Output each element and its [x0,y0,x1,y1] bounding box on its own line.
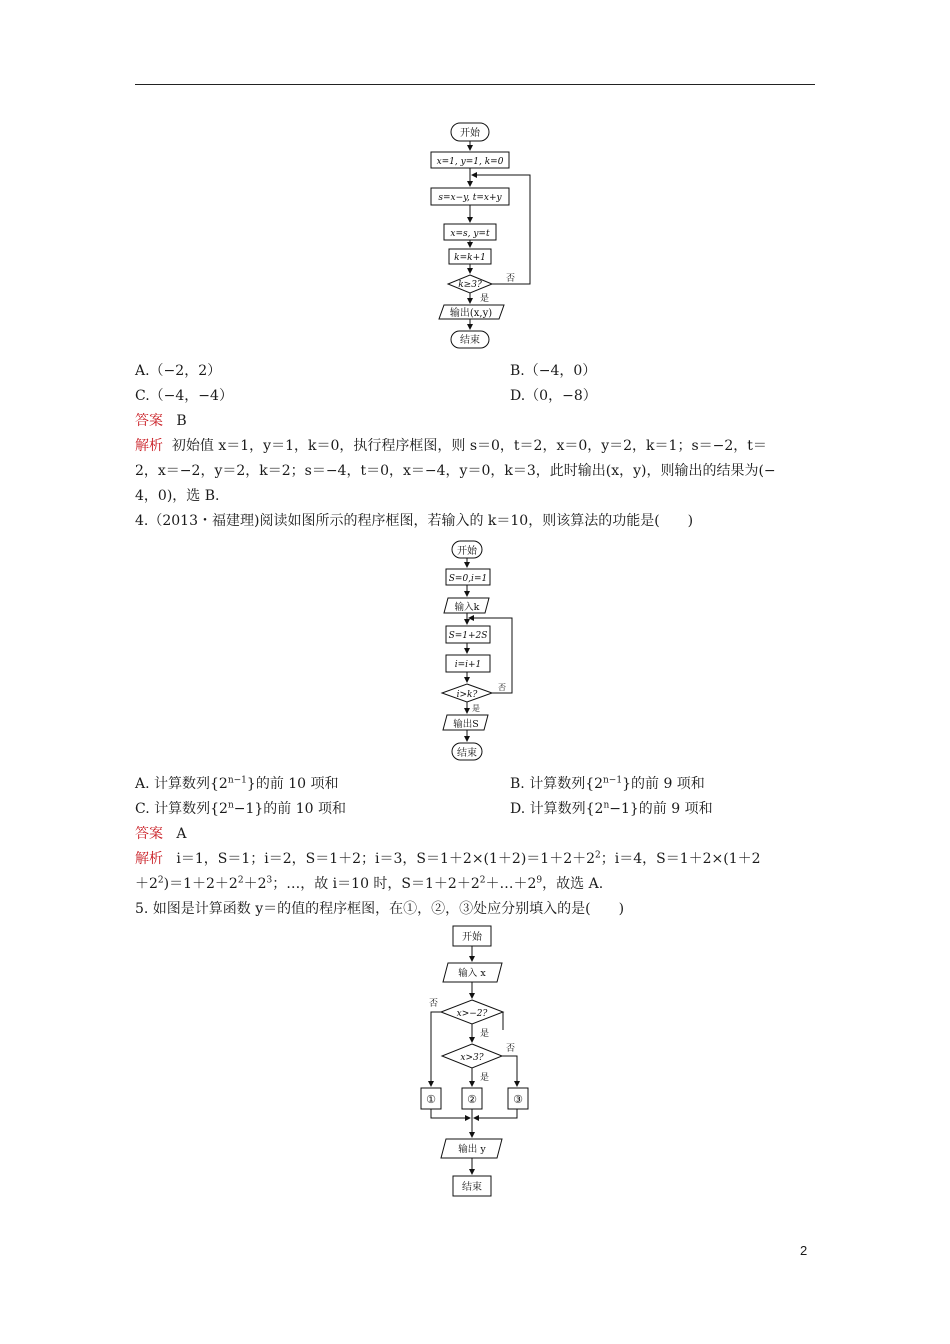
fc2-init: S=0,i=1 [448,574,488,584]
q3-answer-label: 答案 [135,413,163,429]
q4-analysis-text2d: ；…，故 i＝10 时，S＝1＋2＋2 [272,876,480,892]
q4-option-c-sup: n [227,800,234,811]
q4-option-b [510,775,705,793]
fc2-no: 否 [498,683,506,692]
flowchart-q4 [430,538,530,770]
q4-answer-label: 答案 [135,826,163,842]
fc3-start: 开始 [462,932,482,943]
q4-answer: A [176,826,187,842]
q4-answer-line [135,825,186,843]
fc3-yes2: 是 [480,1073,490,1083]
q3-analysis-line2: 2，x＝−2，y＝2，k＝2；s＝−4，t＝0，x＝−4，y＝0，k＝3，此时输出(x，y)，则输出的结果为(− [135,463,776,479]
fc1-step1: s=x−y, t=x+y [438,193,502,203]
q3-option-b: B.（−4，0） [510,363,597,379]
q4-analysis-text1b: ；i＝4，S＝1＋2×(1＋2 [600,851,761,867]
q4-option-c [135,800,346,818]
q4-option-c-text: C. 计算数列{2 [135,801,228,817]
q3-option-c: C.（−4，−4） [135,388,233,404]
q3-analysis-label: 解析 [135,438,163,454]
q4-analysis-label: 解析 [135,851,163,867]
q4-analysis-sup2a: 2 [157,875,164,886]
q4-option-b-text: B. 计算数列{2 [510,776,604,792]
q4-analysis-text2f: ，故选 A. [542,876,604,892]
fc1-yes: 是 [480,294,490,304]
fc3-no1: 否 [429,999,439,1009]
fc2-step2: i=i+1 [454,660,482,670]
q5-stem: 5. 如图是计算函数 y＝的值的程序框图，在①，②，③处应分别填入的是( ) [135,901,625,917]
fc1-end: 结束 [460,335,480,346]
q4-analysis-sup2c: 3 [266,875,273,886]
fc3-output: 输出 y [458,1144,486,1155]
q4-analysis-sup2d: 2 [479,875,486,886]
flowchart-q3 [420,120,550,352]
fc1-start: 开始 [460,128,480,139]
fc3-yes1: 是 [480,1029,490,1039]
fc3-input: 输入 x [458,968,486,979]
q4-option-d-sup: n [603,800,610,811]
fc2-input: 输入k [454,602,480,613]
fc3-box3: ③ [513,1093,523,1106]
fc2-cond: i>k? [456,690,478,700]
fc2-yes: 是 [472,704,480,713]
q4-option-a-sup: n−1 [227,775,247,786]
header-rule [135,84,815,85]
fc1-step3: k=k+1 [454,253,486,263]
q4-analysis-line2 [135,875,603,893]
q4-option-a [135,775,339,793]
q4-analysis-sup2e: 9 [536,875,543,886]
q3-analysis-text1: 初始值 x＝1，y＝1，k＝0，执行程序框图，则 s＝0，t＝2，x＝0，y＝2，k＝1；s＝−2，t＝ [171,438,767,454]
q3-option-d: D.（0，−8） [510,388,597,404]
q4-stem: 4.（2013・福建理)阅读如图所示的程序框图，若输入的 k＝10，则该算法的功能是( ) [135,513,694,529]
q4-analysis-text2e: ＋…＋2 [485,876,537,892]
fc1-output: 输出(x,y) [449,308,493,319]
q4-analysis-line1 [135,850,761,868]
q4-option-d [510,800,713,818]
q4-option-a-tail: }的前 10 项和 [246,776,339,792]
q4-analysis-sup1: 2 [595,850,601,861]
fc1-step2: x=s, y=t [450,229,490,239]
q3-analysis-line1 [135,437,767,455]
q4-option-a-text: A. 计算数列{2 [135,776,228,792]
fc2-step1: S=1+2S [448,631,488,641]
q4-analysis-text2a: ＋2 [135,876,158,892]
q4-option-d-text: D. 计算数列{2 [510,801,604,817]
fc1-cond: k≥3? [458,280,482,290]
q4-analysis-text2c: ＋2 [243,876,267,892]
fc3-cond1: x>−2? [456,1009,488,1019]
q4-option-d-tail: −1}的前 9 项和 [609,801,713,817]
q3-option-a: A.（−2，2） [135,363,222,379]
flowchart-q5 [410,924,540,1200]
fc2-end: 结束 [457,748,477,759]
q3-answer: B [176,413,187,429]
fc3-cond2: x>3? [460,1053,484,1063]
fc1-init: x=1, y=1, k=0 [436,157,504,167]
q4-analysis-text2b: )＝1＋2＋2 [163,876,238,892]
page-number: 2 [800,1243,808,1258]
q4-option-c-tail: −1}的前 10 项和 [233,801,346,817]
fc3-end: 结束 [462,1182,482,1193]
q4-analysis-text1a: i＝1，S＝1；i＝2，S＝1＋2；i＝3，S＝1＋2×(1＋2)＝1＋2＋2 [176,851,596,867]
q3-answer-line [135,412,187,430]
fc3-no2: 否 [506,1044,516,1054]
q3-analysis-line3: 4，0)，选 B. [135,488,220,504]
fc1-no: 否 [506,274,516,284]
q4-option-b-tail: }的前 9 项和 [622,776,705,792]
fc2-start: 开始 [457,546,477,557]
q4-analysis-sup2b: 2 [237,875,244,886]
fc3-box2: ② [467,1093,477,1106]
q4-option-b-sup: n−1 [603,775,623,786]
fc2-output: 输出S [453,719,479,730]
fc3-box1: ① [426,1093,436,1106]
